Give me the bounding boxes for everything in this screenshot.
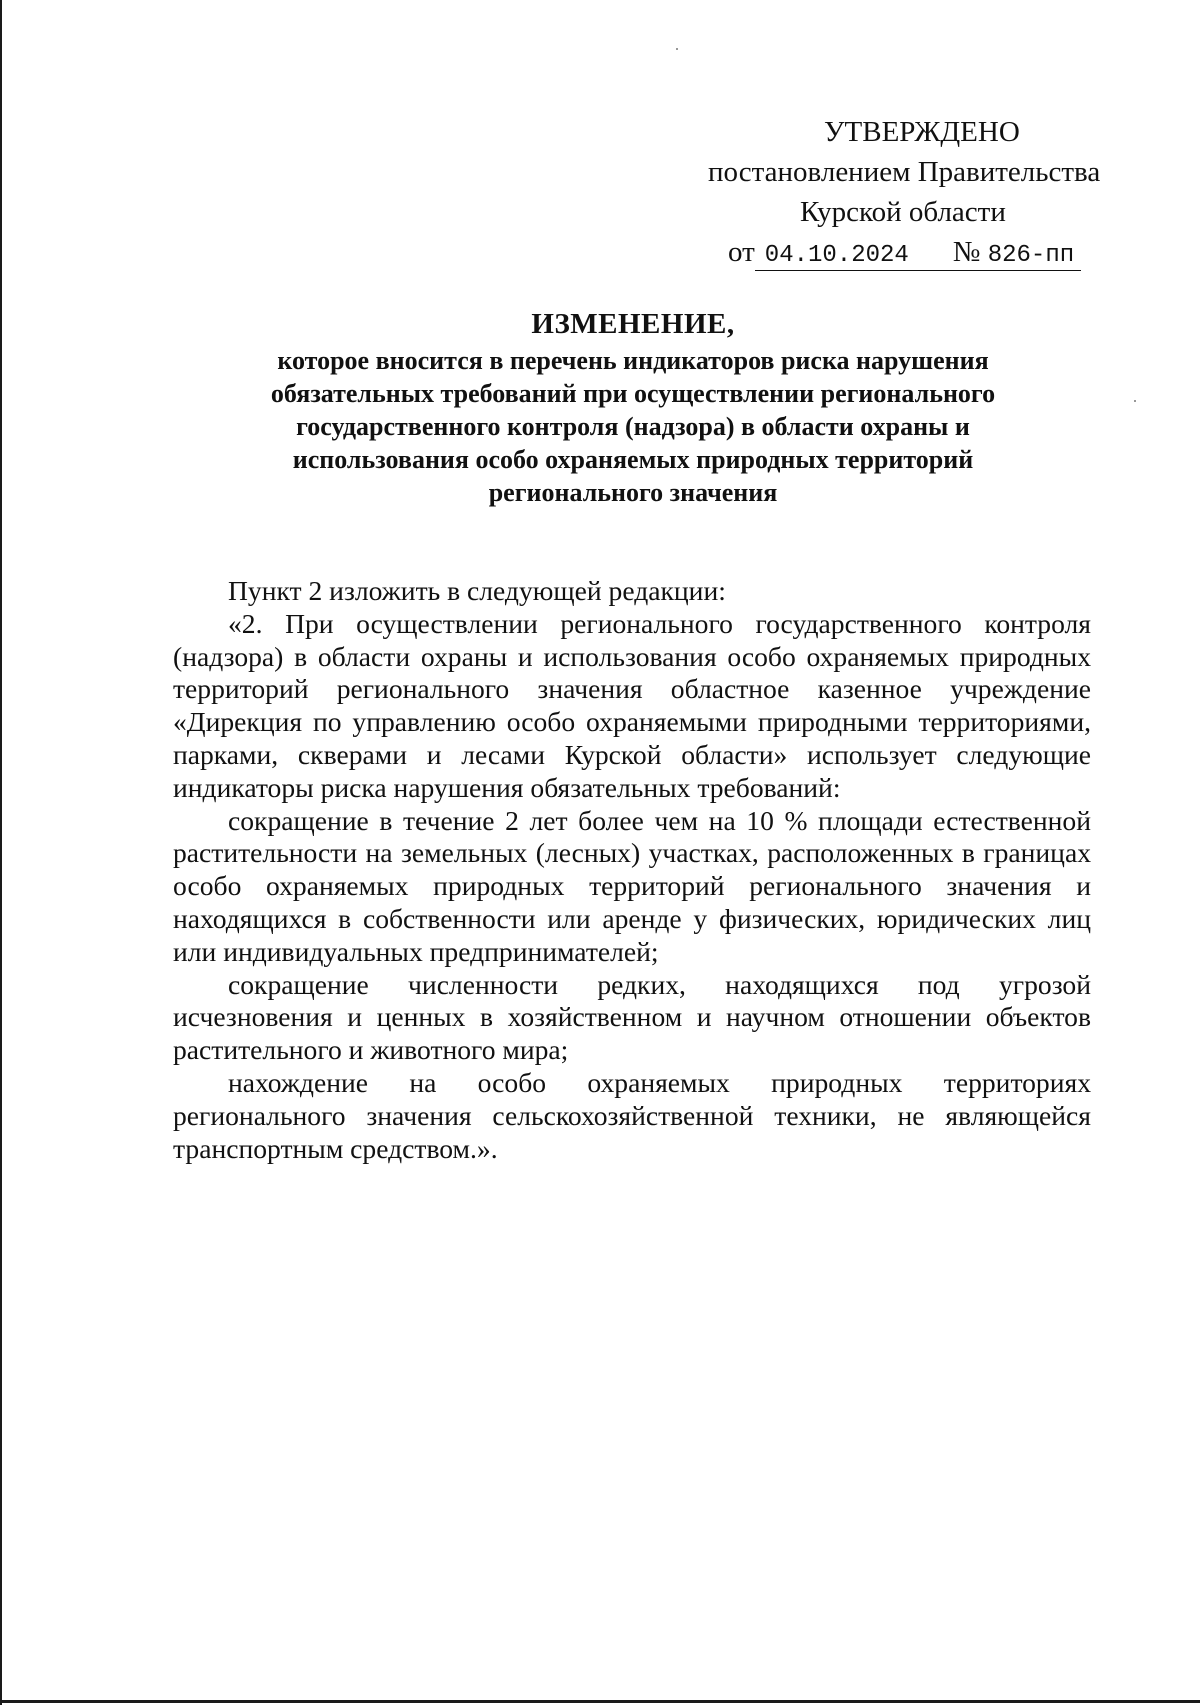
approval-number: 826-пп: [987, 242, 1075, 269]
scan-speck: [676, 48, 678, 50]
number-field: [953, 238, 1081, 271]
document-title: [160, 308, 1106, 509]
body-paragraph: нахождение на особо охраняемых природных территориях регионального значения сельскохозяйственной техники, не являющейся транспортным средством.».: [173, 1066, 1091, 1164]
approval-by: постановлением Правительства: [708, 156, 1101, 188]
scan-speck: [1134, 400, 1136, 402]
approval-stamp: [690, 112, 1101, 272]
document-body: [173, 575, 1091, 1165]
document-heading: ИЗМЕНЕНИЕ,: [531, 308, 735, 340]
body-paragraph: сокращение в течение 2 лет более чем на 10 % площади естественной растительности на земельных (лесных) участках, расположенных в границах особо охраняемых природных территорий регионального значения и находящихся в собственности или аренде у физических, юридических лиц или индивидуальных предпринимателей;: [173, 804, 1091, 967]
document-subtitle: которое вносится в перечень индикаторов риска нарушения обязательных требований при осуществлении регионального государственного контроля (надзора) в области охраны и использования особо охраняемых природных территорий регионального значения: [270, 346, 996, 507]
scan-bottom-edge: [0, 1700, 1200, 1703]
date-field: [755, 238, 953, 271]
number-prefix: №: [952, 236, 981, 268]
approval-date-number: [690, 232, 1090, 272]
date-prefix: от: [728, 236, 755, 268]
approval-region: Курской области: [800, 196, 1006, 228]
approval-date: 04.10.2024: [764, 242, 909, 269]
scan-left-edge: [0, 0, 2, 1705]
body-paragraph: сокращение численности редких, находящихся под угрозой исчезновения и ценных в хозяйственном и научном отношении объектов растительного и животного мира;: [173, 968, 1091, 1066]
body-paragraph: «2. При осуществлении регионального государственного контроля (надзора) в области охраны и использования особо охраняемых природных территорий регионального значения областное казенное учреждение «Дирекция по управлению особо охраняемыми природными территориями, парками, скверами и лесами Курской области» использует следующие индикаторы риска нарушения обязательных требований:: [173, 607, 1091, 803]
body-paragraph: Пункт 2 изложить в следующей редакции:: [228, 575, 726, 606]
approval-status: УТВЕРЖДЕНО: [824, 116, 1020, 148]
